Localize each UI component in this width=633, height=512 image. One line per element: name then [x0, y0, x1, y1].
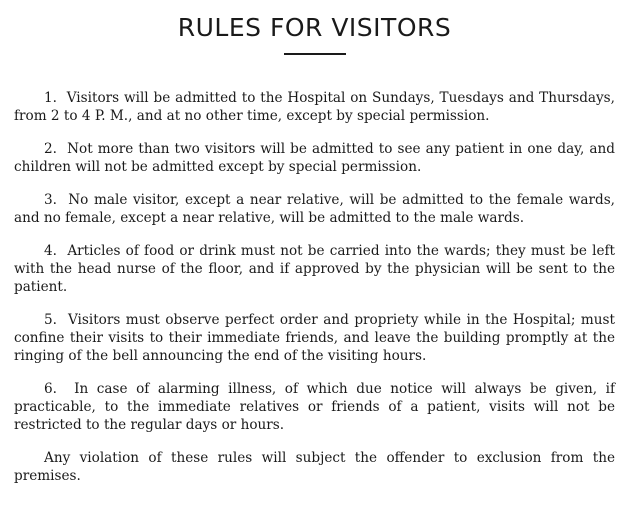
- rule-text: Not more than two visitors will be admitted to see any patient in one day, and children will not be admitted except by special permission.: [14, 141, 615, 175]
- rule-item: [14, 311, 615, 365]
- rule-number: 5.: [44, 312, 57, 328]
- rule-text: In case of alarming illness, of which due notice will always be given, if practicable, to the immediate relatives or friends of a patient, visits will not be restricted to the regular days or hours.: [14, 381, 615, 433]
- rule-number: 2.: [44, 141, 57, 157]
- rule-number: 3.: [44, 192, 57, 208]
- rule-item: [14, 191, 615, 227]
- rule-item: [14, 380, 615, 434]
- rule-text: No male visitor, except a near relative, will be admitted to the female wards, and no female, except a near relative, will be admitted to the male wards.: [14, 192, 615, 226]
- rule-number: 4.: [44, 243, 57, 259]
- rule-item: [14, 140, 615, 176]
- rules-list: [14, 89, 615, 485]
- rule-text: Visitors will be admitted to the Hospital on Sundays, Tuesdays and Thursdays, from 2 to 4 P. M., and at no other time, except by special permission.: [14, 90, 615, 124]
- rule-text: Visitors must observe perfect order and propriety while in the Hospital; must confine their visits to their immediate friends, and leave the building promptly at the ringing of the bell announcing the end of the visiting hours.: [14, 312, 615, 364]
- rule-text: Articles of food or drink must not be carried into the wards; they must be left with the head nurse of the floor, and if approved by the physician will be sent to the patient.: [14, 243, 615, 295]
- title-divider: [284, 53, 346, 55]
- page-title: RULES FOR VISITORS: [177, 13, 452, 42]
- rule-item: [14, 89, 615, 125]
- rule-number: 1.: [44, 90, 57, 106]
- rule-number: 6.: [44, 381, 57, 397]
- closing-statement: Any violation of these rules will subject the offender to exclusion from the premises.: [14, 450, 615, 484]
- rule-item: [14, 242, 615, 296]
